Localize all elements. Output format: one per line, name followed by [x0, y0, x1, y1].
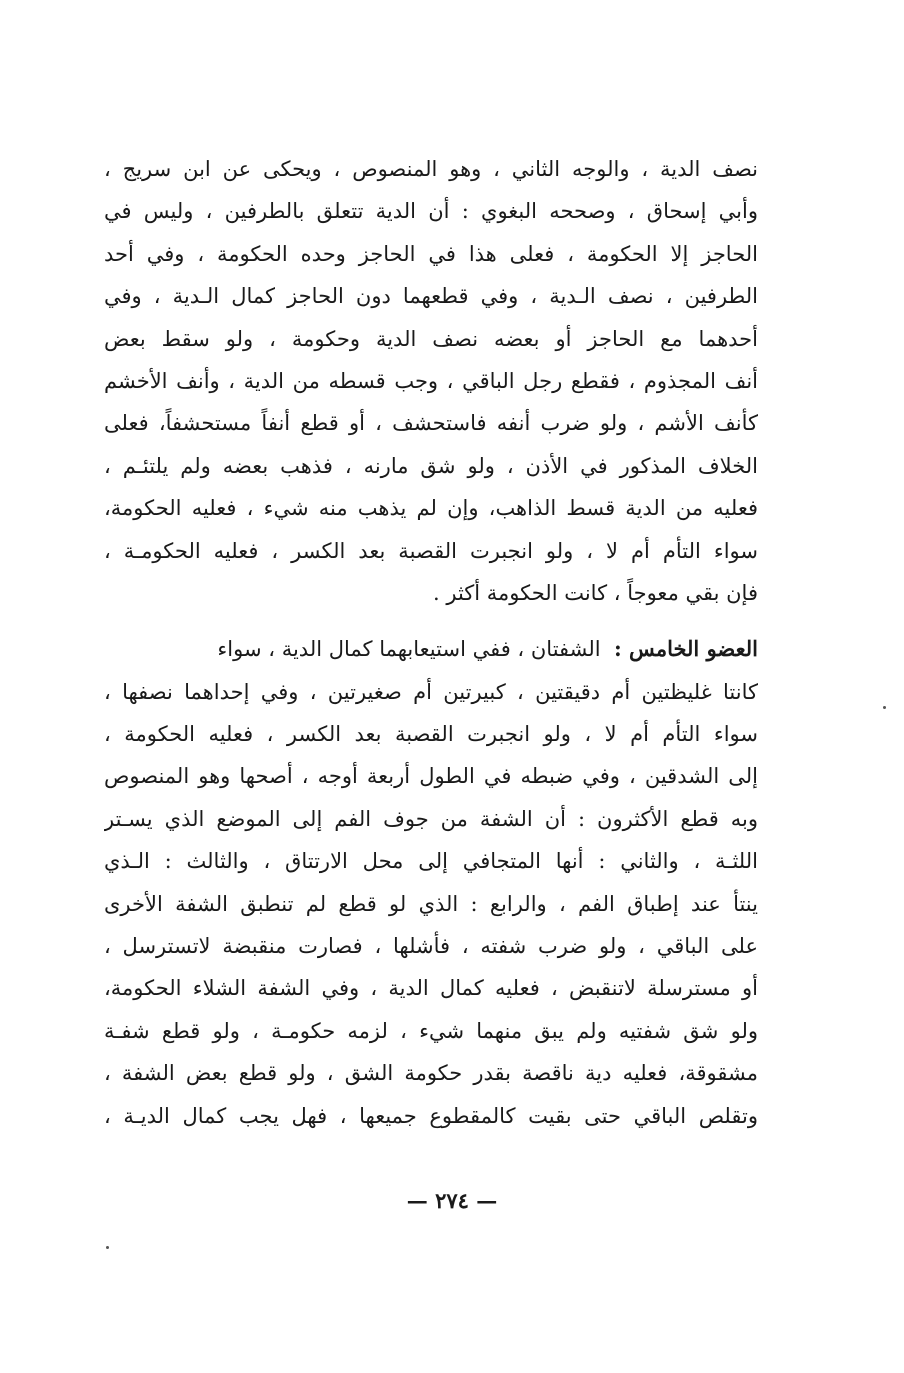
- text-line: أو مسترسلة لاتنقبض ، فعليه كمال الدية ، وفي الشفة الشلاء الحكومة،: [104, 976, 758, 1001]
- text-line: كأنف الأشم ، ولو ضرب أنفه فاستحشف ، أو قطع أنفاً مستحشفاً، فعلى: [104, 411, 758, 436]
- text-line: ولو شق شفتيه ولم يبق منهما شيء ، لزمه حكومـة ، ولو قطع شفـة: [104, 1018, 758, 1043]
- text-line: اللثـة ، والثاني : أنها المتجافي إلى محل الارتتاق ، والثالث : الـذي: [104, 849, 758, 874]
- text-line: أنف المجذوم ، فقطع رجل الباقي ، وجب قسطه من الدية ، وأنف الأخشم: [104, 368, 758, 393]
- page-number: — ٢٧٤ —: [406, 1188, 498, 1213]
- text-line: الطرفين ، نصف الـدية ، وفي قطعهما دون الحاجز كمال الـدية ، وفي: [104, 284, 758, 309]
- text-line: فعليه من الدية قسط الذاهب، وإن لم يذهب منه شيء ، فعليه الحكومة،: [104, 496, 758, 521]
- section-heading: العضو الخامس :: [613, 636, 758, 662]
- text-line: سواء التأم أم لا ، ولو انجبرت القصبة بعد الكسر ، فعليه الحكومة ،: [104, 722, 758, 747]
- text-line: فإن بقي معوجاً ، كانت الحكومة أكثر .: [433, 580, 758, 605]
- text-line: إلى الشدقين ، وفي ضبطه في الطول أربعة أوجه ، أصحها وهو المنصوص: [104, 764, 758, 789]
- page-body: [104, 148, 758, 1137]
- text-line: سواء التأم أم لا ، ولو انجبرت القصبة بعد الكسر ، فعليه الحكومـة ،: [104, 538, 758, 563]
- text-line: ينتأ عند إطباق الفم ، والرابع : الذي لو قطع لم تنطبق الشفة الأخرى: [104, 891, 758, 916]
- text-line: الخلاف المذكور في الأذن ، ولو شق مارنه ، فذهب بعضه ولم يلتئـم ،: [104, 453, 758, 478]
- paragraph-1: [104, 148, 758, 614]
- heading-line-text: الشفتان ، ففي استيعابهما كمال الدية ، سواء: [217, 637, 601, 662]
- text-line: الحاجز إلا الحكومة ، فعلى هذا في الحاجز وحده الحكومة ، وفي أحد: [104, 241, 758, 266]
- text-line: وأبي إسحاق ، وصححه البغوي : أن الدية تتعلق بالطرفين ، وليس في: [104, 199, 758, 224]
- text-line: نصف الدية ، والوجه الثاني ، وهو المنصوص ، ويحكى عن ابن سريج ،: [104, 157, 758, 181]
- paragraph-2: [104, 628, 758, 1137]
- text-line: أحدهما مع الحاجز أو بعضه نصف الدية وحكومة ، ولو سقط بعض: [104, 326, 758, 351]
- text-line: على الباقي ، ولو ضرب شفته ، فأشلها ، فصارت منقبضة لاتسترسل ،: [104, 934, 758, 959]
- scan-speck: [883, 706, 886, 709]
- text-line: وبه قطع الأكثرون : أن الشفة من جوف الفم إلى الموضع الذي يسـتر: [104, 806, 758, 831]
- text-line: مشقوقة، فعليه دية ناقصة بقدر حكومة الشق ، ولو قطع بعض الشفة ،: [104, 1061, 758, 1086]
- scan-speck: [106, 1246, 109, 1249]
- text-line: كانتا غليظتين أم دقيقتين ، كبيرتين أم صغيرتين ، وفي إحداهما نصفها ،: [104, 679, 758, 704]
- text-line: وتقلص الباقي حتى بقيت كالمقطوع جميعها ، فهل يجب كمال الديـة ،: [104, 1103, 758, 1128]
- text-line: [104, 628, 758, 670]
